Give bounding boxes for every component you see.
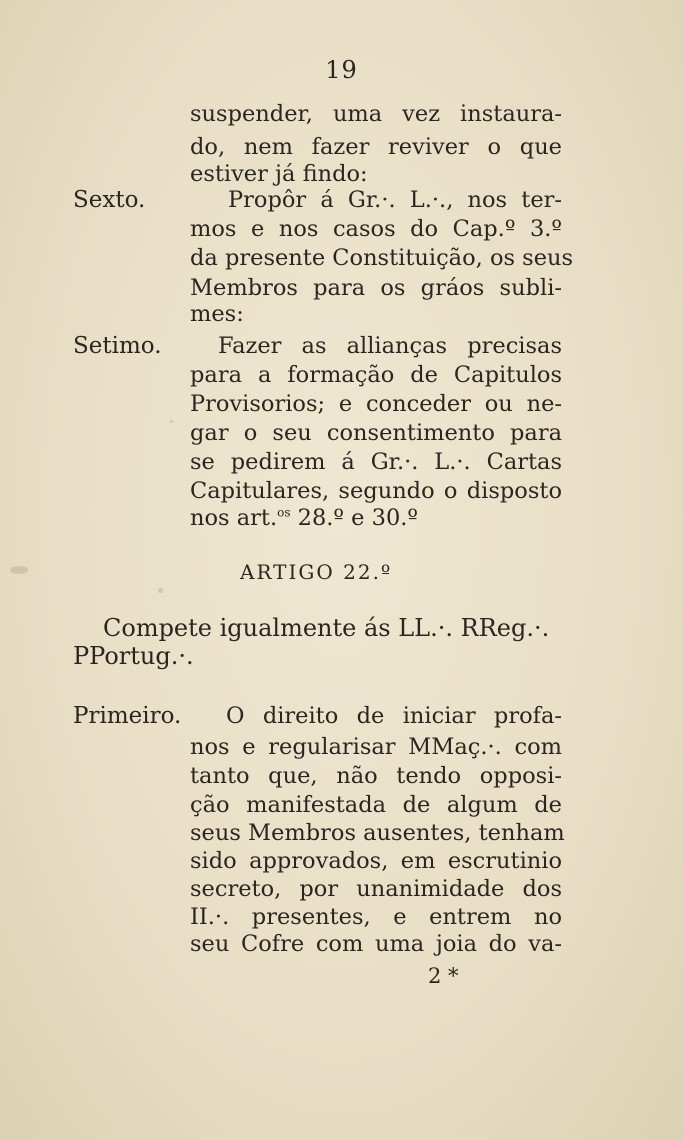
- text-fragment: nos art.: [190, 505, 278, 531]
- signature-mark: 2 *: [428, 964, 459, 988]
- text-line: Fazer as allianças precisas: [218, 333, 562, 359]
- text-line: II.·. presentes, e entrem no: [190, 904, 562, 930]
- text-line: O direito de iniciar profa-: [226, 703, 562, 729]
- text-line: estiver já findo:: [190, 161, 368, 187]
- text-line: Propôr á Gr.·. L.·., nos ter-: [228, 187, 562, 213]
- page-number: 19: [325, 56, 358, 84]
- text-line: Membros para os gráos subli-: [190, 275, 562, 301]
- paper-blemish: [10, 566, 28, 574]
- text-line: ção manifestada de algum de: [190, 792, 562, 818]
- text-line: Provisorios; e conceder ou ne-: [190, 391, 562, 417]
- clause-label-primeiro: Primeiro.: [73, 703, 182, 729]
- text-line: para a formação de Capitulos: [190, 362, 562, 388]
- text-line: se pedirem á Gr.·. L.·. Cartas: [190, 449, 562, 475]
- text-line: suspender, uma vez instaura-: [190, 101, 562, 127]
- superscript: os: [277, 505, 291, 520]
- clause-label-sexto: Sexto.: [73, 187, 146, 213]
- paper-blemish: [170, 420, 173, 423]
- text-line: mes:: [190, 301, 244, 327]
- clause-label-setimo: Setimo.: [73, 333, 162, 359]
- text-line: [190, 504, 562, 532]
- text-fragment: 28.º e 30.º: [290, 505, 418, 531]
- text-line: do, nem fazer reviver o que: [190, 134, 562, 160]
- paper-blemish: [158, 588, 163, 593]
- text-line: sido approvados, em escrutinio: [190, 848, 562, 874]
- text-line: mos e nos casos do Cap.º 3.º: [190, 216, 562, 242]
- text-line: gar o seu consentimento para: [190, 420, 562, 446]
- text-line: da presente Constituição, os seus: [190, 245, 574, 271]
- text-line: seus Membros ausentes, tenham: [190, 820, 565, 846]
- text-line: tanto que, não tendo opposi-: [190, 763, 562, 789]
- text-line: Capitulares, segundo o disposto: [190, 478, 562, 504]
- article-heading: ARTIGO 22.º: [240, 560, 393, 584]
- text-line: secreto, por unanimidade dos: [190, 876, 562, 902]
- text-line: Compete igualmente ás LL.·. RReg.·.: [103, 614, 550, 642]
- text-line: PPortug.·.: [73, 642, 194, 670]
- text-line: nos e regularisar MMaç.·. com: [190, 734, 562, 760]
- text-line: seu Cofre com uma joia do va-: [190, 931, 562, 957]
